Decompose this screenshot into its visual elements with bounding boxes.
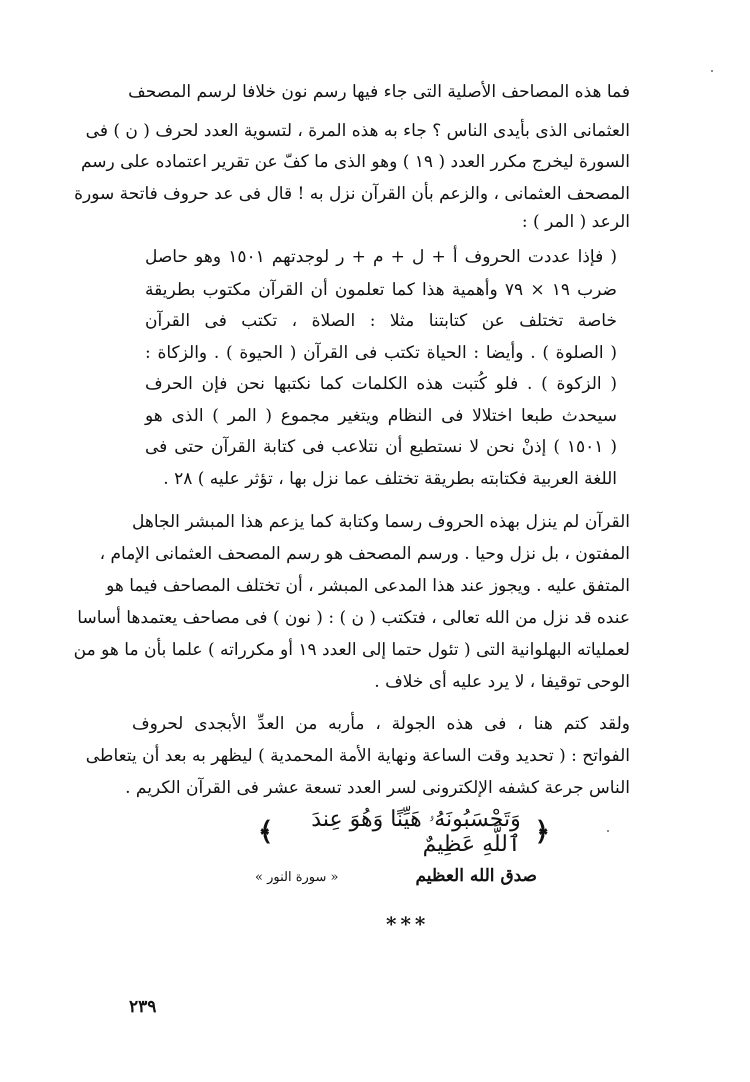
scan-speck [711, 70, 713, 72]
quote-line: ( الزكوة ) . فلو كُتبت هذه الكلمات كما نكتبها نحن فإن الحرف [145, 374, 617, 394]
quote-line: اللغة العربية فكتابته بطريقة تختلف عما نزل بها ، تؤثر عليه ) ٢٨ . [163, 469, 617, 489]
scan-speck [607, 830, 609, 832]
paragraph-2-line: عنده قد نزل من الله تعالى ، فتكتب ( ن ) : ( نون ) فى مصاحف يعتمدها أساسا [77, 608, 630, 628]
paragraph-2-line: لعملياته البهلوانية التى ( تئول حتما إلى العدد ١٩ أو مكرراته ) علما بأن ما هو من [73, 640, 630, 660]
verse-close-bracket: ﴾ [258, 817, 274, 847]
paragraph-1-line: العثمانى الذى بأيدى الناس ؟ جاء به هذه المرة ، لتسوية العدد لحرف ( ن ) فى [85, 121, 630, 141]
paragraph-1-line: المصحف العثمانى ، والزعم بأن القرآن نزل به ! قال فى عد حروف فاتحة سورة [74, 184, 630, 204]
paragraph-1-line: الرعد ( المر ) : [521, 212, 630, 232]
paragraph-2-line: المفتون ، بل نزل وحيا . ورسم المصحف هو رسم المصحف العثمانى الإمام ، [99, 544, 630, 564]
section-separator: *** [386, 912, 430, 936]
page-number: ٢٣٩ [129, 997, 157, 1017]
closing-phrase: صدق الله العظيم [415, 866, 537, 886]
quote-line: ضرب ١٩ × ٧٩ وأهمية هذا كما تعلمون أن القرآن مكتوب بطريقة [145, 280, 617, 300]
paragraph-2-line: المتفق عليه . ويجوز عند هذا المدعى المبشر ، أن تختلف المصاحف فيما هو [106, 576, 630, 596]
verse-text: وَتَحْسَبُونَهُۥ هَيِّنًا وَهُوَ عِندَ ٱللَّهِ عَظِيمٌ [311, 807, 521, 857]
surah-reference: « سورة النور » [255, 870, 339, 885]
paragraph-3-line: الفواتح : ( تحديد وقت الساعة ونهاية الأمة المحمدية ) ليظهر به بعد أن يتعاطى [85, 746, 630, 766]
verse-open-bracket: ﴿ [534, 817, 550, 847]
paragraph-2-line: الوحى توقيفا ، لا يرد عليه أى خلاف . [374, 672, 630, 692]
quote-line: ( الصلوة ) . وأيضا : الحياة تكتب فى القرآن ( الحيوة ) . والزكاة : [145, 343, 617, 363]
paragraph-1-line: فما هذه المصاحف الأصلية التى جاء فيها رسم نون خلافا لرسم المصحف [128, 82, 630, 102]
paragraph-2-line: القرآن لم ينزل بهذه الحروف رسما وكتابة كما يزعم هذا المبشر الجاهل [132, 512, 630, 532]
quote-line: سيحدث طبعا اختلالا فى النظام ويتغير مجموع ( المر ) الذى هو [145, 406, 617, 426]
quote-line: خاصة تختلف عن كتابتنا مثلا : الصلاة ، تكتب فى القرآن [145, 311, 617, 331]
quote-line: ( فإذا عددت الحروف أ + ل + م + ر لوجدتهم ١٥٠١ وهو حاصل [145, 247, 617, 267]
quote-line: ( ١٥٠١ ) إذنْ نحن لا نستطيع أن نتلاعب فى كتابة القرآن حتى فى [145, 437, 617, 457]
paragraph-3-line: ولقد كتم هنا ، فى هذه الجولة ، مأربه من العدِّ الأبجدى لحروف [132, 714, 630, 734]
paragraph-1-line: السورة ليخرج مكرر العدد ( ١٩ ) وهو الذى ما كفّ عن تقرير اعتماده على رسم [80, 152, 630, 172]
paragraph-3-line: الناس جرعة كشفه الإلكترونى لسر العدد تسعة عشر فى القرآن الكريم . [125, 778, 630, 798]
quran-verse [258, 807, 550, 857]
